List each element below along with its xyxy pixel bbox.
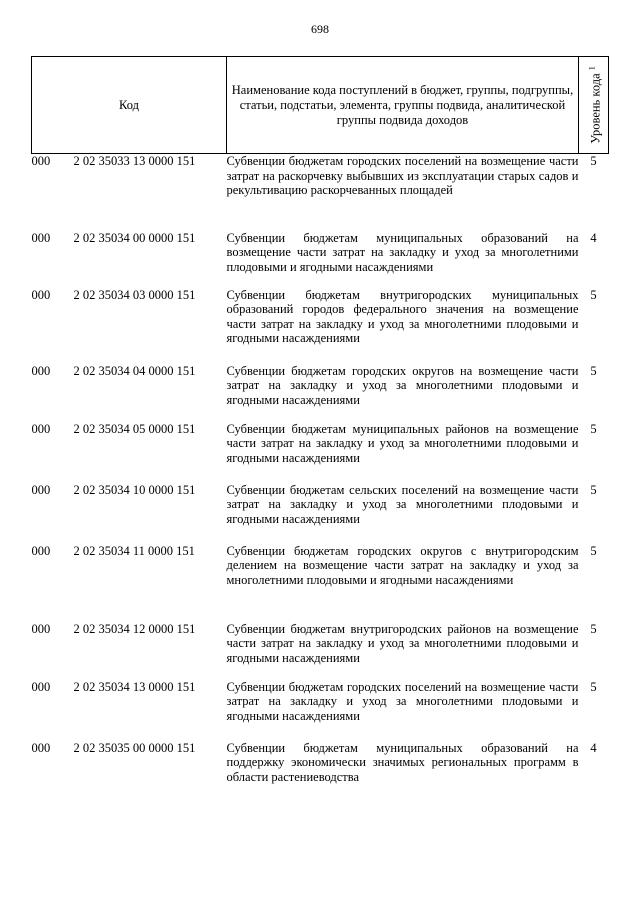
row-code-prefix: 000 [31,287,51,302]
row-code-cell [32,680,227,741]
row-code: 2 02 35034 03 0000 151 [73,287,196,302]
row-code: 2 02 35034 10 0000 151 [73,482,196,497]
row-level: 5 [590,421,597,436]
row-code: 2 02 35034 12 0000 151 [73,621,196,636]
row-code: 2 02 35034 04 0000 151 [73,363,196,378]
row-name: Субвенции бюджетам муниципальных районов на возмещение части затрат на закладку и уход за многолетними плодовыми и ягодными насаждениями [226,421,579,465]
row-name: Субвенции бюджетам муниципальных образований на возмещение части затрат на закладку и уход за многолетними плодовыми и ягодными насаждениями [226,230,579,274]
row-name: Субвенции бюджетам городских поселений на возмещение части затрат на раскорчевку выбывших из эксплуатации старых садов и рекультивацию раскорчеванных площадей [226,154,579,197]
header-level-label [584,66,603,144]
row-name: Субвенции бюджетам сельских поселений на возмещение части затрат на закладку и уход за многолетними плодовыми и ягодными насаждениями [226,482,579,526]
row-code-cell [32,364,227,422]
row-code: 2 02 35033 13 0000 151 [73,154,196,168]
row-level: 5 [590,154,597,168]
row-code-cell [32,544,227,622]
table-header-row [32,57,609,154]
row-code-prefix: 000 [31,621,51,636]
row-name: Субвенции бюджетам городских округов на возмещение части затрат на закладку и уход за многолетними плодовыми и ягодными насаждениями [226,363,579,407]
header-level [579,57,609,154]
row-name: Субвенции бюджетам городских поселений на возмещение части затрат на закладку и уход за многолетними плодовыми и ягодными насаждениями [226,679,579,723]
row-code-prefix: 000 [31,482,51,497]
table-row [32,483,609,544]
table-row [32,622,609,680]
row-level: 5 [590,621,597,636]
row-level: 4 [590,740,597,755]
row-code-prefix: 000 [31,363,51,378]
row-code: 2 02 35034 13 0000 151 [73,679,196,694]
row-code-cell [32,741,227,801]
header-level-text: Уровень кода [588,73,603,144]
row-code-prefix: 000 [31,740,51,755]
row-level: 5 [590,679,597,694]
row-level: 5 [590,363,597,378]
row-code-cell [32,622,227,680]
table-row [32,231,609,288]
revenue-codes-table [31,56,609,801]
table-row [32,741,609,801]
row-code-prefix: 000 [31,154,51,168]
row-code-cell [32,154,227,231]
page-number: 698 [311,22,329,36]
row-code: 2 02 35034 05 0000 151 [73,421,196,436]
row-level: 5 [590,543,597,558]
header-code: Код [32,57,227,154]
row-code-cell [32,483,227,544]
header-level-footnote: 1 [586,66,596,71]
row-name: Субвенции бюджетам муниципальных образований на поддержку экономически значимых региональных программ в области растениеводства [226,740,579,784]
row-code-cell [32,288,227,364]
row-name: Субвенции бюджетам внутригородских районов на возмещение части затрат на закладку и уход за многолетними плодовыми и ягодными насаждениями [226,621,579,665]
row-level: 4 [590,230,597,245]
row-name: Субвенции бюджетам городских округов с внутригородским делением на возмещение части затрат на закладку и уход за многолетними плодовыми и ягодными насаждениями [226,543,579,587]
row-code-cell [32,422,227,483]
row-code: 2 02 35035 00 0000 151 [73,740,196,755]
row-code-prefix: 000 [31,543,51,558]
table-row [32,288,609,364]
header-name: Наименование кода поступлений в бюджет, группы, подгруппы, статьи, подстатьи, элемента, группы подвида, аналитической группы подвида доходов [227,57,579,154]
table-row [32,680,609,741]
row-code-prefix: 000 [31,679,51,694]
row-code: 2 02 35034 11 0000 151 [73,543,195,558]
row-level: 5 [590,287,597,302]
table-row [32,364,609,422]
table-row [32,544,609,622]
row-level: 5 [590,482,597,497]
row-code-cell [32,231,227,288]
row-code: 2 02 35034 00 0000 151 [73,230,196,245]
row-name: Субвенции бюджетам внутригородских муниципальных образований городов федерального значения на возмещение части затрат на закладку и уход за многолетними плодовыми и ягодными насаждениями [226,287,579,345]
table-row [32,422,609,483]
row-code-prefix: 000 [31,421,51,436]
row-code-prefix: 000 [31,230,51,245]
table-row [32,154,609,231]
